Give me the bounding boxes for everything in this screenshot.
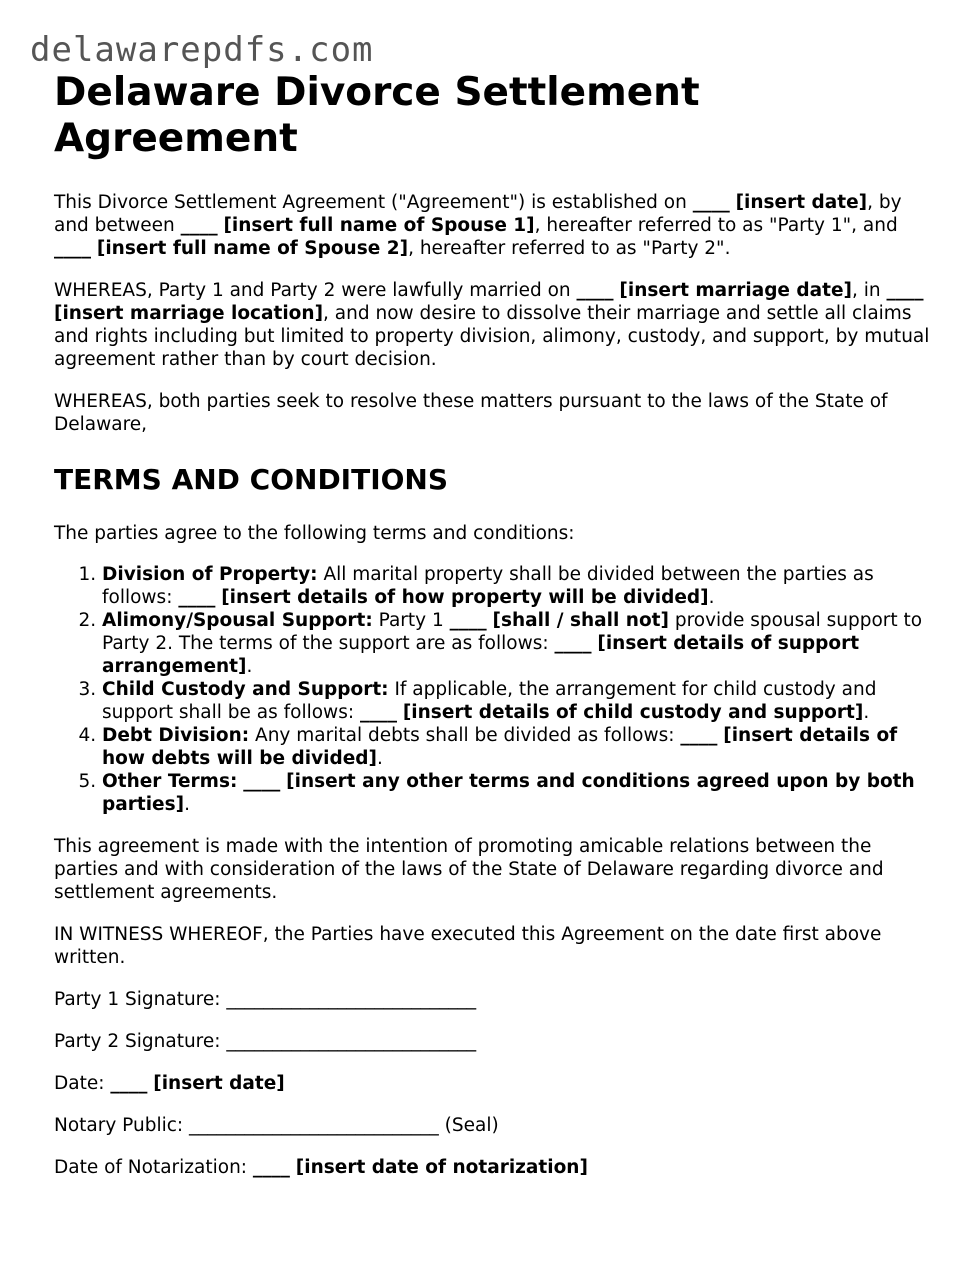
placeholder: [insert any other terms and conditions agreed upon by both parties] (102, 771, 915, 815)
signature-field[interactable]: ___________________________ (226, 1031, 477, 1052)
term-item (102, 563, 934, 609)
whereas-text: , and now desire to dissolve their marriage and settle all claims and rights including but limited to property division, alimony, custody, and support, by mutual agreement rather than by court decision. (54, 303, 930, 370)
placeholder-marriage-date: [insert marriage date] (619, 280, 852, 301)
seal-label: (Seal) (438, 1115, 499, 1136)
blank-line: ____ (680, 725, 718, 746)
notarization-label: Date of Notarization: (54, 1157, 253, 1178)
terms-list (54, 563, 934, 816)
notary-line (54, 1114, 934, 1137)
placeholder-date: [insert date] (735, 192, 868, 213)
notary-field[interactable]: ___________________________ (189, 1115, 439, 1136)
party1-signature-line (54, 988, 934, 1011)
blank-line: ____ (886, 280, 924, 301)
placeholder: [shall / shall not] (492, 610, 669, 631)
intro-text: , by and between (54, 192, 902, 236)
term-text: Any marital debts shall be divided as follows: (249, 725, 681, 746)
whereas-text: WHEREAS, Party 1 and Party 2 were lawfully married on (54, 280, 577, 301)
document-title: Delaware Divorce Settlement Agreement (54, 70, 700, 161)
term-text: All marital property shall be divided between the parties as follows: (102, 564, 874, 608)
term-label: Other Terms: (102, 771, 238, 792)
blank-line: ____ (359, 702, 397, 723)
blank-line: ____ (178, 587, 216, 608)
blank-line: ____ (54, 238, 91, 259)
term-end: . (246, 656, 253, 677)
intro-paragraph (54, 191, 934, 260)
term-end: . (184, 794, 190, 815)
blank-line: ____ (692, 192, 730, 213)
witness-paragraph: IN WITNESS WHEREOF, the Parties have executed this Agreement on the date first above written. (54, 924, 882, 968)
term-label: Debt Division: (102, 725, 250, 746)
intro-text: , hereafter referred to as "Party 2". (408, 238, 731, 259)
placeholder-notarization-date: [insert date of notarization] (295, 1157, 588, 1178)
whereas-text: , in (852, 280, 887, 301)
party2-signature-line (54, 1030, 934, 1053)
term-label: Child Custody and Support: (102, 679, 389, 700)
blank-line: ____ (576, 280, 614, 301)
signature-field[interactable]: ___________________________ (226, 989, 477, 1010)
term-text: Party 1 (372, 610, 450, 631)
term-end: . (708, 587, 715, 608)
blank-line: ____ (252, 1157, 290, 1178)
term-item (102, 724, 934, 770)
blank-line: ____ (449, 610, 487, 631)
term-label: Division of Property: (102, 564, 318, 585)
term-label: Alimony/Spousal Support: (102, 610, 373, 631)
term-item (102, 609, 934, 678)
notary-label: Notary Public: (54, 1115, 190, 1136)
section-heading: TERMS AND CONDITIONS (54, 463, 449, 496)
placeholder: [insert details of support arrangement] (102, 633, 860, 677)
watermark: delawarepdfs.com (30, 30, 374, 70)
term-text: provide spousal support to Party 2. The terms of the support are as follows: (102, 610, 923, 654)
whereas-paragraph-1 (54, 279, 934, 371)
placeholder-spouse2: [insert full name of Spouse 2] (96, 238, 409, 259)
placeholder-spouse1: [insert full name of Spouse 1] (223, 215, 535, 236)
placeholder: [insert details of child custody and support] (402, 702, 864, 723)
signature-label: Party 2 Signature: (54, 1031, 227, 1052)
whereas-paragraph-2: WHEREAS, both parties seek to resolve these matters pursuant to the laws of the State of Delaware, (54, 391, 888, 435)
closing-paragraph: This agreement is made with the intention of promoting amicable relations between the parties and with consideration of the laws of the State of Delaware regarding divorce and settlement agreements. (54, 836, 884, 903)
document-page (54, 70, 934, 1179)
signature-label: Party 1 Signature: (54, 989, 227, 1010)
notarization-date-line (54, 1156, 934, 1179)
terms-lead: The parties agree to the following terms and conditions: (54, 523, 575, 544)
blank-line: ____ (110, 1073, 148, 1094)
date-line (54, 1072, 934, 1095)
placeholder-marriage-location: [insert marriage location] (54, 303, 324, 324)
date-label: Date: (54, 1073, 111, 1094)
intro-text: , hereafter referred to as "Party 1", and (534, 215, 898, 236)
placeholder-date: [insert date] (153, 1073, 285, 1094)
placeholder: [insert details of how debts will be divided] (102, 725, 898, 769)
term-item (102, 678, 934, 724)
term-end: . (377, 748, 383, 769)
term-end: . (863, 702, 870, 723)
term-text: If applicable, the arrangement for child custody and support shall be as follows: (102, 679, 877, 723)
blank-line: ____ (180, 215, 218, 236)
intro-text: This Divorce Settlement Agreement ("Agreement") is established on (54, 192, 693, 213)
blank-line: ____ (554, 633, 592, 654)
term-item (102, 770, 934, 816)
blank-line: ____ (243, 771, 281, 792)
placeholder: [insert details of how property will be divided] (221, 587, 709, 608)
